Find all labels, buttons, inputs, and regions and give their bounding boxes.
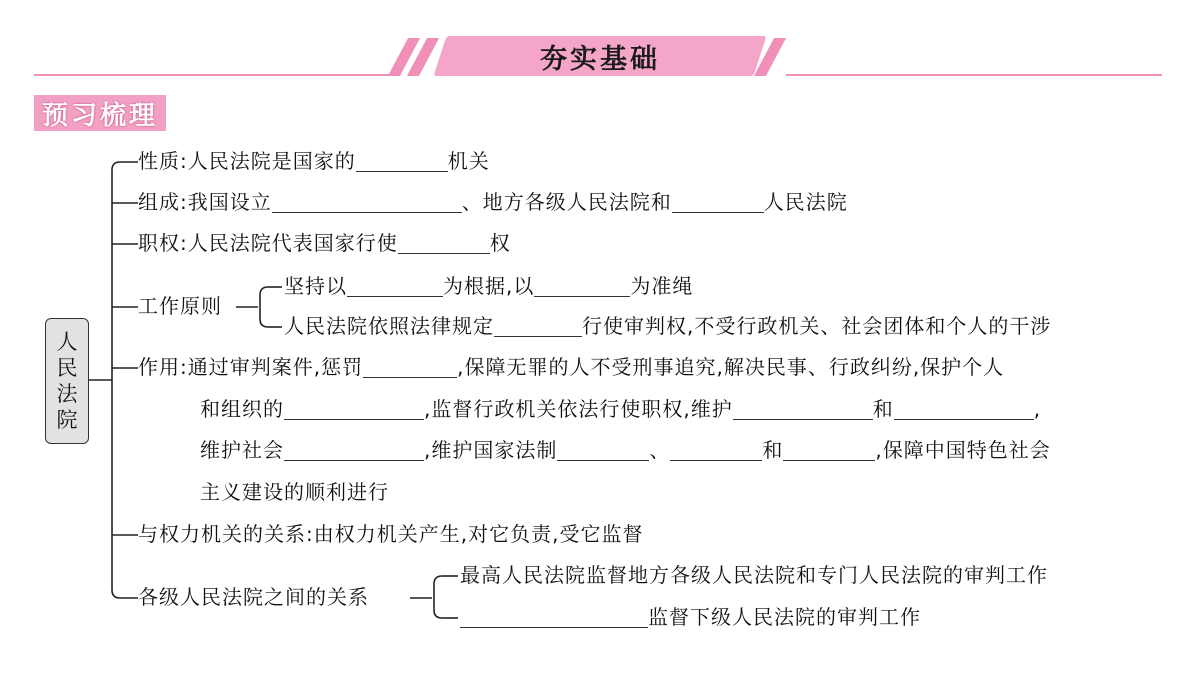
row-text: 和 <box>872 397 894 421</box>
row-role-line4: 主义建设的顺利进行 <box>200 480 389 504</box>
row-principle-sub1 <box>284 272 693 300</box>
row-principle-sub2 <box>284 312 1051 340</box>
row-text: ,保障中国特色社会 <box>875 438 1051 462</box>
row-text: , <box>1033 397 1042 421</box>
row-composition <box>138 188 848 216</box>
row-text: 作用:通过审判案件,惩罚 <box>138 355 364 379</box>
row-text: 为准绳 <box>630 274 694 298</box>
section-tag: 预习梳理 <box>34 95 166 131</box>
row-text: 组成:我国设立 <box>138 190 272 214</box>
row-principle-label: 工作原则 <box>138 294 222 318</box>
row-role-line1 <box>138 353 1004 381</box>
row-text: 和组织的 <box>200 397 284 421</box>
fill-blank[interactable] <box>272 190 462 213</box>
fill-blank[interactable] <box>284 438 424 461</box>
fill-blank[interactable] <box>460 605 648 628</box>
row-text: 性质:人民法院是国家的 <box>138 149 356 173</box>
fill-blank[interactable] <box>284 397 424 420</box>
fill-blank[interactable] <box>356 149 448 172</box>
row-power <box>138 229 511 257</box>
row-text: 职权:人民法院代表国家行使 <box>138 231 398 255</box>
fill-blank[interactable] <box>363 355 457 378</box>
root-char: 民 <box>56 356 78 380</box>
fill-blank[interactable] <box>534 274 630 297</box>
row-relation-levels-sub1: 最高人民法院监督地方各级人民法院和专门人民法院的审判工作 <box>460 563 1048 587</box>
fill-blank[interactable] <box>733 397 873 420</box>
row-text: 监督下级人民法院的审判工作 <box>648 605 921 629</box>
fill-blank[interactable] <box>347 274 443 297</box>
row-text: 行使审判权,不受行政机关、社会团体和个人的干涉 <box>582 314 1052 338</box>
row-text: 人民法院依照法律规定 <box>284 314 494 338</box>
row-text: 维护社会 <box>200 438 284 462</box>
page-title: 夯实基础 <box>540 43 660 75</box>
row-text: 和 <box>762 438 784 462</box>
row-relation-levels-label: 各级人民法院之间的关系 <box>138 585 369 609</box>
root-char: 人 <box>56 330 78 354</box>
fill-blank[interactable] <box>398 231 490 254</box>
fill-blank[interactable] <box>672 190 764 213</box>
root-char: 法 <box>56 382 78 406</box>
fill-blank[interactable] <box>670 438 762 461</box>
root-node <box>45 318 89 444</box>
row-text: ,保障无罪的人不受刑事追究,解决民事、行政纠纷,保护个人 <box>457 355 1005 379</box>
row-text: 机关 <box>447 149 490 173</box>
row-role-line3 <box>200 436 1051 464</box>
fill-blank[interactable] <box>894 397 1034 420</box>
row-text: 人民法院 <box>763 190 848 214</box>
row-nature <box>138 147 490 175</box>
row-relation-levels-sub2 <box>460 603 921 631</box>
row-relation-power: 与权力机关的关系:由权力机关产生,对它负责,受它监督 <box>138 522 644 546</box>
root-char: 院 <box>56 408 78 432</box>
row-text: 、地方各级人民法院和 <box>461 190 672 214</box>
row-text: 为根据,以 <box>443 274 535 298</box>
fill-blank[interactable] <box>557 438 649 461</box>
row-text: 坚持以 <box>284 274 347 298</box>
row-role-line2 <box>200 395 1041 423</box>
fill-blank[interactable] <box>494 314 582 337</box>
row-text: 权 <box>489 231 511 255</box>
fill-blank[interactable] <box>783 438 875 461</box>
row-text: ,监督行政机关依法行使职权,维护 <box>424 397 733 421</box>
row-text: 、 <box>649 438 671 462</box>
row-text: ,维护国家法制 <box>424 438 558 462</box>
